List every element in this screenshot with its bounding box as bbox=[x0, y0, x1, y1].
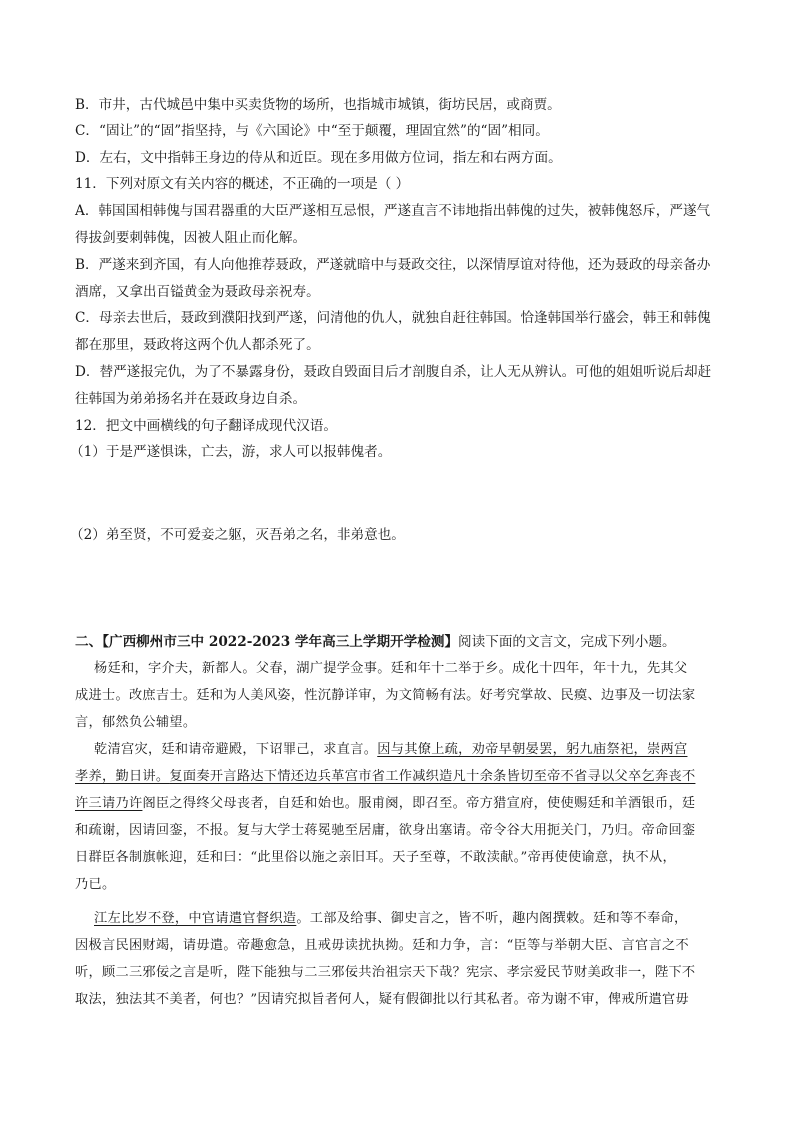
passage-text: 阁臣之得终父母丧者，自廷和始也。服甫阕，即召至。帝方猎宣府，使使赐廷和羊酒银币，廷 bbox=[142, 796, 696, 811]
q11-option-b-line2: 酒席，又拿出百镒黄金为聂政母亲祝寿。 bbox=[75, 284, 320, 300]
underlined-unpunctuated-sentence: 许三请乃许 bbox=[75, 796, 143, 811]
q11-option-d-line1: D．替严遂报完仇，为了不暴露身份，聂政自毁面目后才剖腹自杀，让人无从辨认。可他的姐姐听说后却赶 bbox=[75, 364, 712, 380]
passage-p1-line2: 成进士。改庶吉士。廷和为人美风姿，性沉静详审，为文简畅有法。好考究掌故、民瘼、边事及一切法家 bbox=[75, 688, 696, 703]
underlined-sentence: 因与其僚上疏，劝帝早朝晏罢，躬九庙祭祀，崇两宫 bbox=[377, 742, 688, 757]
q11-option-c-line1: C．母亲去世后，聂政到濮阳找到严遂，问清他的仇人，就独自赶往韩国。恰逢韩国举行盛会，韩王和韩傀 bbox=[75, 310, 711, 326]
section-instruction: 阅读下面的文言文，完成下列小题。 bbox=[458, 634, 676, 650]
q11-option-a-line1: A．韩国国相韩傀与国君器重的大臣严遂相互忌恨，严遂直言不讳地指出韩傀的过失，被韩傀怒斥，严遂气 bbox=[75, 203, 711, 219]
question-11-stem: 11．下列对原文有关内容的概述，不正确的一项是（ ） bbox=[75, 176, 410, 192]
underlined-sentence: 江左比岁不登，中官请遣官督织造 bbox=[94, 911, 297, 926]
q11-option-d-line2: 往韩国为弟弟扬名并在聂政身边自杀。 bbox=[75, 391, 307, 407]
passage-p3-line4: 取法，独法其不美者，何也？”因请究拟旨者何人，疑有假御批以行其私者。帝为谢不审，俾戒所遣官毋 bbox=[75, 992, 689, 1007]
underlined-sentence: 孝养，勤日讲。 bbox=[75, 769, 170, 784]
q11-option-b-line1: B．严遂来到齐国，有人向他推荐聂政，严遂就暗中与聂政交往，以深情厚谊对待他，还为聂政的母亲备办 bbox=[75, 257, 711, 273]
option-c-q10: C．“固让”的“固”指坚持，与《六国论》中“至于颠覆，理固宜然”的“固”相同。 bbox=[75, 123, 549, 139]
passage-p2-line2 bbox=[75, 768, 695, 786]
q11-option-a-line2: 得拔剑要刺韩傀，因被人阻止而化解。 bbox=[75, 230, 307, 246]
question-12-stem: 12．把文中画横线的句子翻译成现代汉语。 bbox=[75, 418, 337, 434]
passage-p1-line3: 言，郁然负公辅望。 bbox=[75, 715, 197, 730]
q12-item-1: （1）于是严遂惧诛，亡去，游，求人可以报韩傀者。 bbox=[70, 444, 392, 460]
passage-p2-line4: 和疏谢，因请回銮，不报。复与大学士蒋冕驰至居庸，欲身出塞请。帝令谷大用扼关门，乃归。帝命回銮 bbox=[75, 823, 696, 838]
section-source: 【广西柳州市三中 2022-2023 学年高三上学期开学检测】 bbox=[102, 634, 459, 650]
passage-p3-line1 bbox=[94, 910, 687, 928]
section-number: 二、 bbox=[75, 634, 103, 650]
passage-p1-line1: 杨廷和，字介夫，新都人。父春，湖广提学佥事。廷和年十二举于乡。成化十四年，年十九，先其父 bbox=[94, 661, 688, 676]
q11-option-c-line2: 都在那里，聂政将这两个仇人都杀死了。 bbox=[75, 337, 320, 353]
underlined-unpunctuated-sentence: 复面奏开言路达下情还边兵革宫市省工作减织造凡十余条皆切至帝不省寻以父卒乞奔丧不 bbox=[169, 769, 696, 784]
passage-p2-line6: 乃已。 bbox=[75, 877, 116, 892]
passage-p3-line3: 听，顾二三邪佞之言是听，陛下能独与二三邪佞共治祖宗天下哉？宪宗、孝宗爱民节财美政非一，陛下不 bbox=[75, 965, 696, 980]
section-2-heading bbox=[75, 633, 676, 651]
option-d-q10: D．左右，文中指韩王身边的侍从和近臣。现在多用做方位词，指左和右两方面。 bbox=[75, 150, 562, 166]
passage-p2-line3 bbox=[75, 795, 695, 813]
passage-p2-line5: 日群臣各制旗帐迎，廷和曰：“此里俗以施之亲旧耳。天子至尊，不敢渎献。”帝再使使谕意，执不从， bbox=[75, 850, 676, 865]
passage-text: 。工部及给事、御史言之，皆不听，趣内阁撰敕。廷和等不奉命， bbox=[296, 911, 688, 926]
passage-text: 乾清宫灾，廷和请帝避殿，下诏罪己，求直言。 bbox=[94, 742, 378, 757]
passage-p3-line2: 因极言民困财竭，请毋遣。帝趣愈急，且戒毋读扰执拗。廷和力争，言：“臣等与举朝大臣、言官言之不 bbox=[75, 938, 689, 953]
q12-item-2: （2）弟至贤，不可爱妾之躯，灭吾弟之名，非弟意也。 bbox=[70, 527, 405, 543]
option-b-q10: B．市井，古代城邑中集中买卖货物的场所，也指城市城镇，街坊民居，或商贾。 bbox=[75, 97, 561, 113]
passage-p2-line1 bbox=[94, 741, 687, 759]
